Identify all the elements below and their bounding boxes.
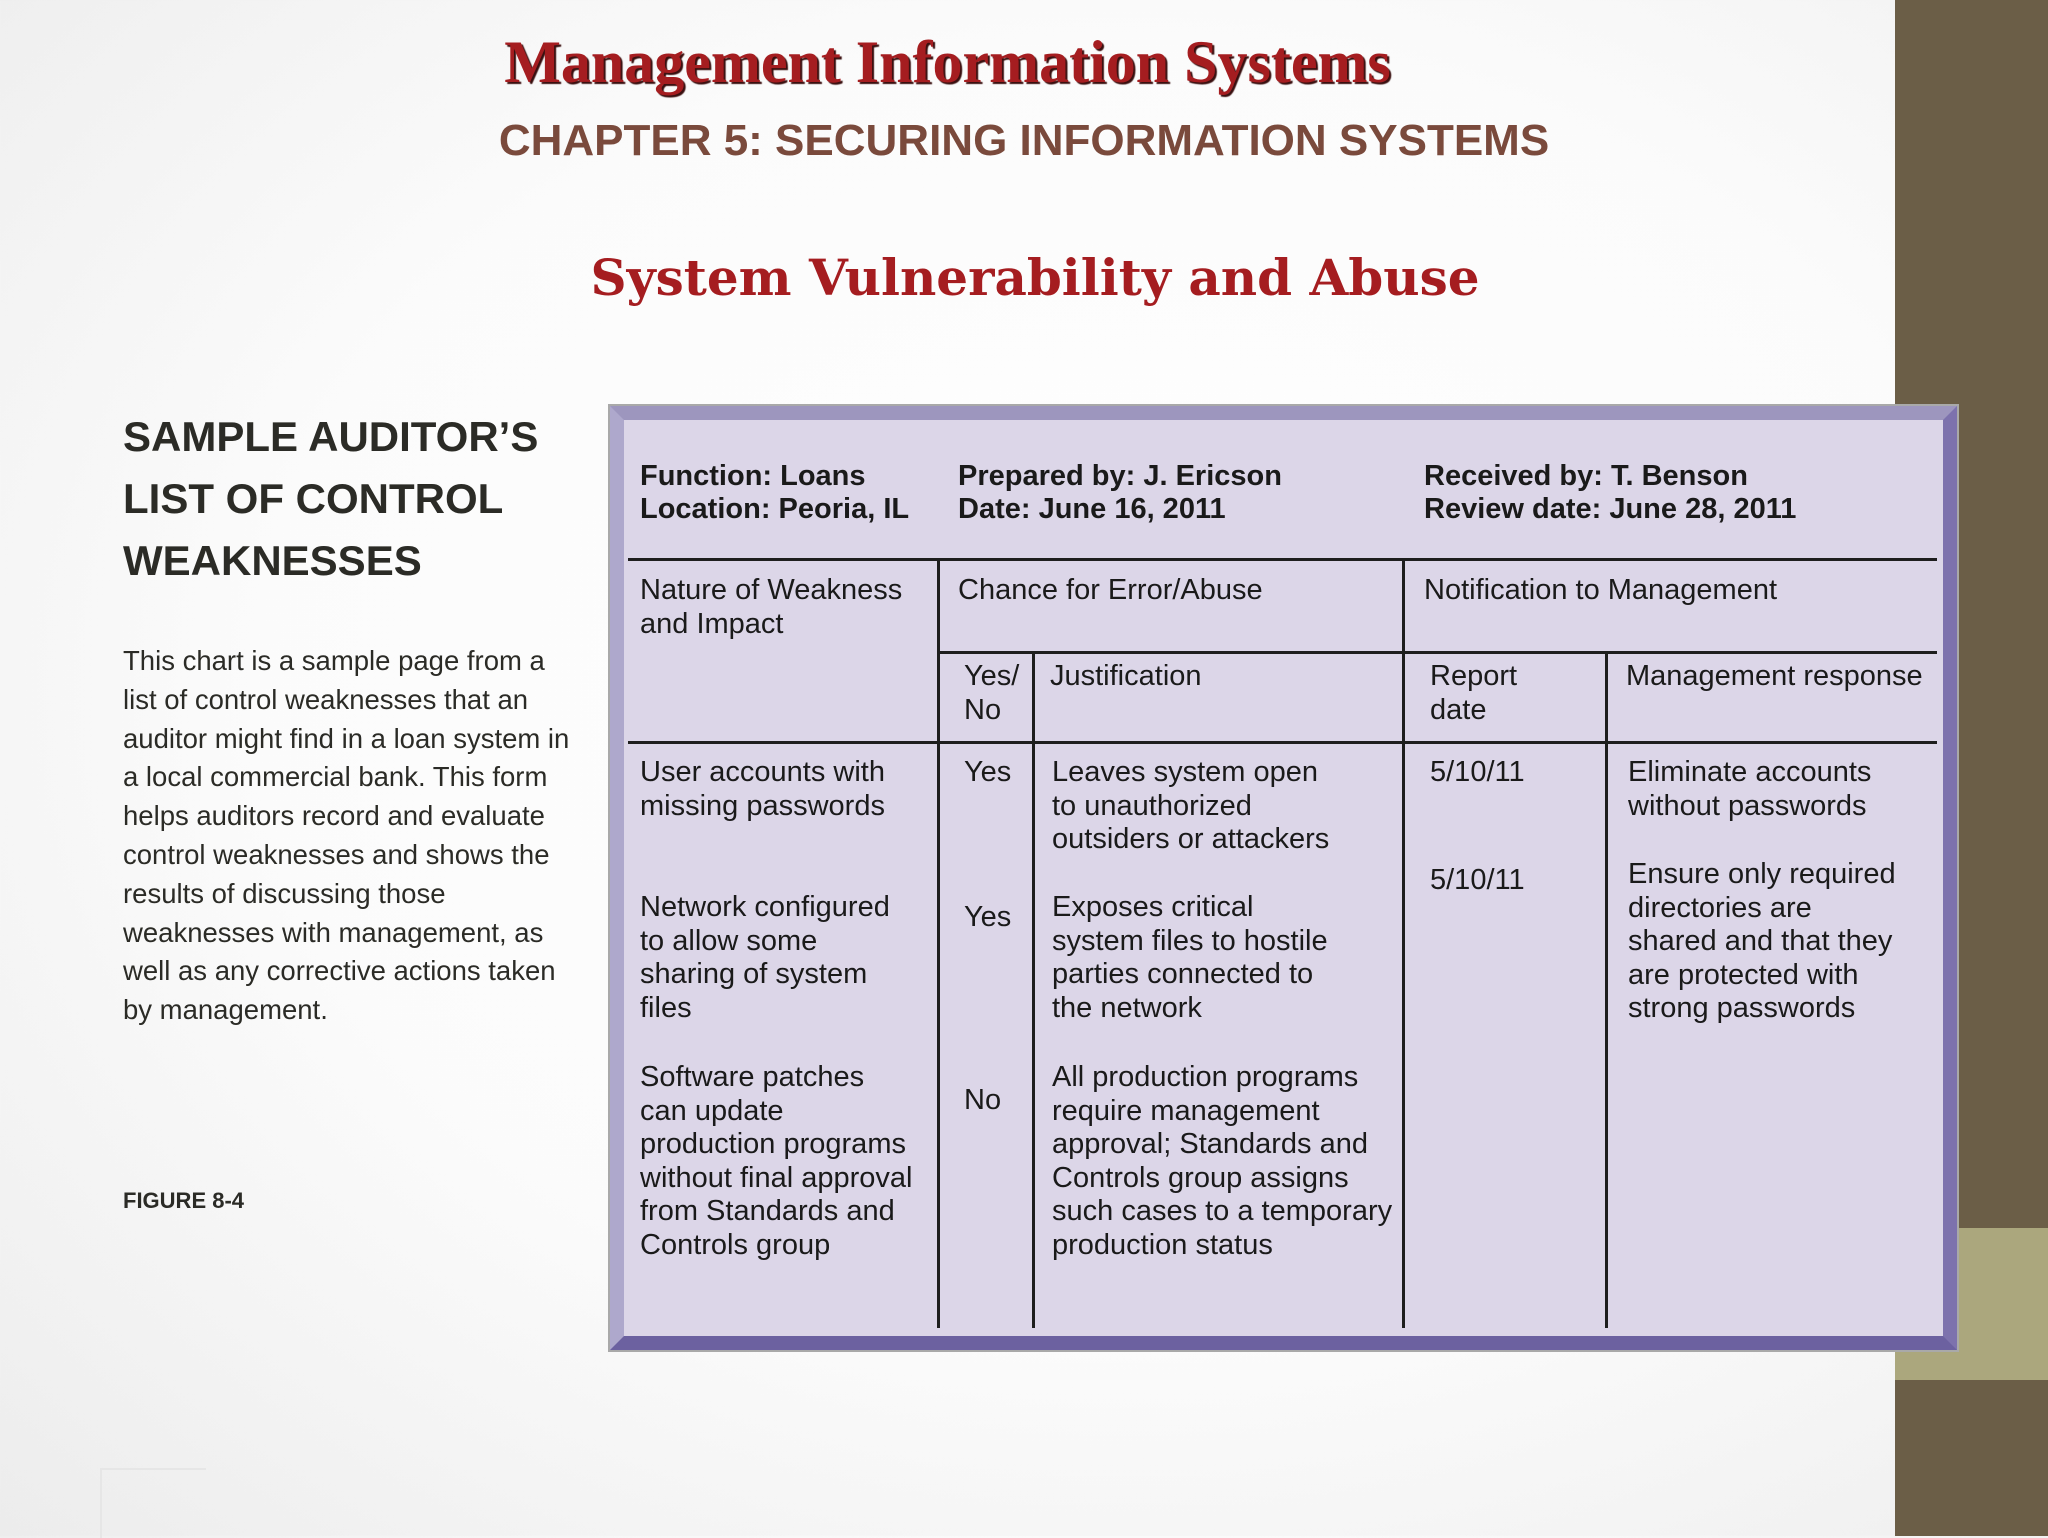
figure-label: FIGURE 8-4 [123, 1188, 245, 1213]
column-header-justification: Justification [1050, 660, 1202, 692]
weakness-cell: User accounts with missing passwords [640, 756, 885, 822]
yes-no-cell: No [964, 1084, 1002, 1116]
grid-line [628, 558, 1937, 561]
response-cell: Eliminate accounts without passwords [1628, 756, 1872, 822]
report-date-cell: 5/10/11 [1430, 864, 1525, 896]
yes-no-cell: Yes [964, 756, 1012, 788]
grid-line [937, 651, 1937, 654]
grid-line [628, 741, 1937, 744]
auditor-form-figure [610, 406, 1957, 1350]
column-header-nature: Nature of Weakness and Impact [640, 574, 903, 640]
chapter-subtitle: CHAPTER 5: SECURING INFORMATION SYSTEMS [498, 116, 1550, 165]
column-header-chance: Chance for Error/Abuse [958, 574, 1263, 606]
form-prepared-by: Prepared by: J. Ericson [958, 460, 1282, 492]
form-date: Date: June 16, 2011 [958, 493, 1226, 525]
figure-heading: SAMPLE AUDITOR’S LIST OF CONTROL WEAKNESSES [123, 413, 539, 584]
column-header-notification: Notification to Management [1424, 574, 1778, 606]
main-title: Management Information Systems [504, 29, 1391, 95]
column-header-management-response: Management response [1626, 660, 1923, 692]
justification-cell: Exposes critical system files to hostile parties connected to the network [1052, 891, 1328, 1024]
grid-line [1605, 651, 1608, 1328]
slide-number-box [100, 1468, 206, 1538]
weakness-cell: Network configured to allow some sharing of system files [640, 891, 890, 1024]
column-header-yes-no: Yes/ No [964, 660, 1020, 726]
grid-line [1032, 651, 1035, 1328]
response-cell: Ensure only required directories are shared and that they are protected with strong passwords [1628, 858, 1896, 1024]
column-header-report-date: Report date [1430, 660, 1518, 726]
form-function: Function: Loans [640, 460, 866, 492]
justification-cell: All production programs require management approval; Standards and Controls group assigns such cases to a temporary production status [1052, 1061, 1393, 1261]
weakness-cell: Software patches can update production programs without final approval from Standards and Controls group [640, 1061, 913, 1261]
grid-line [937, 558, 940, 1328]
form-location: Location: Peoria, IL [640, 493, 910, 525]
form-received-by: Received by: T. Benson [1424, 460, 1748, 492]
section-title: System Vulnerability and Abuse [590, 248, 1480, 307]
grid-line [1402, 558, 1405, 1328]
figure-description: This chart is a sample page from a list of control weaknesses that an auditor might find in a loan system in a local commercial bank. This form helps auditors record and evaluate control weaknesses and shows the results of discussing those weaknesses with management, as well as any corrective actions taken by management. [123, 645, 570, 1026]
justification-cell: Leaves system open to unauthorized outsiders or attackers [1052, 756, 1330, 855]
report-date-cell: 5/10/11 [1430, 756, 1525, 788]
form-review-date: Review date: June 28, 2011 [1424, 493, 1797, 525]
yes-no-cell: Yes [964, 901, 1012, 933]
